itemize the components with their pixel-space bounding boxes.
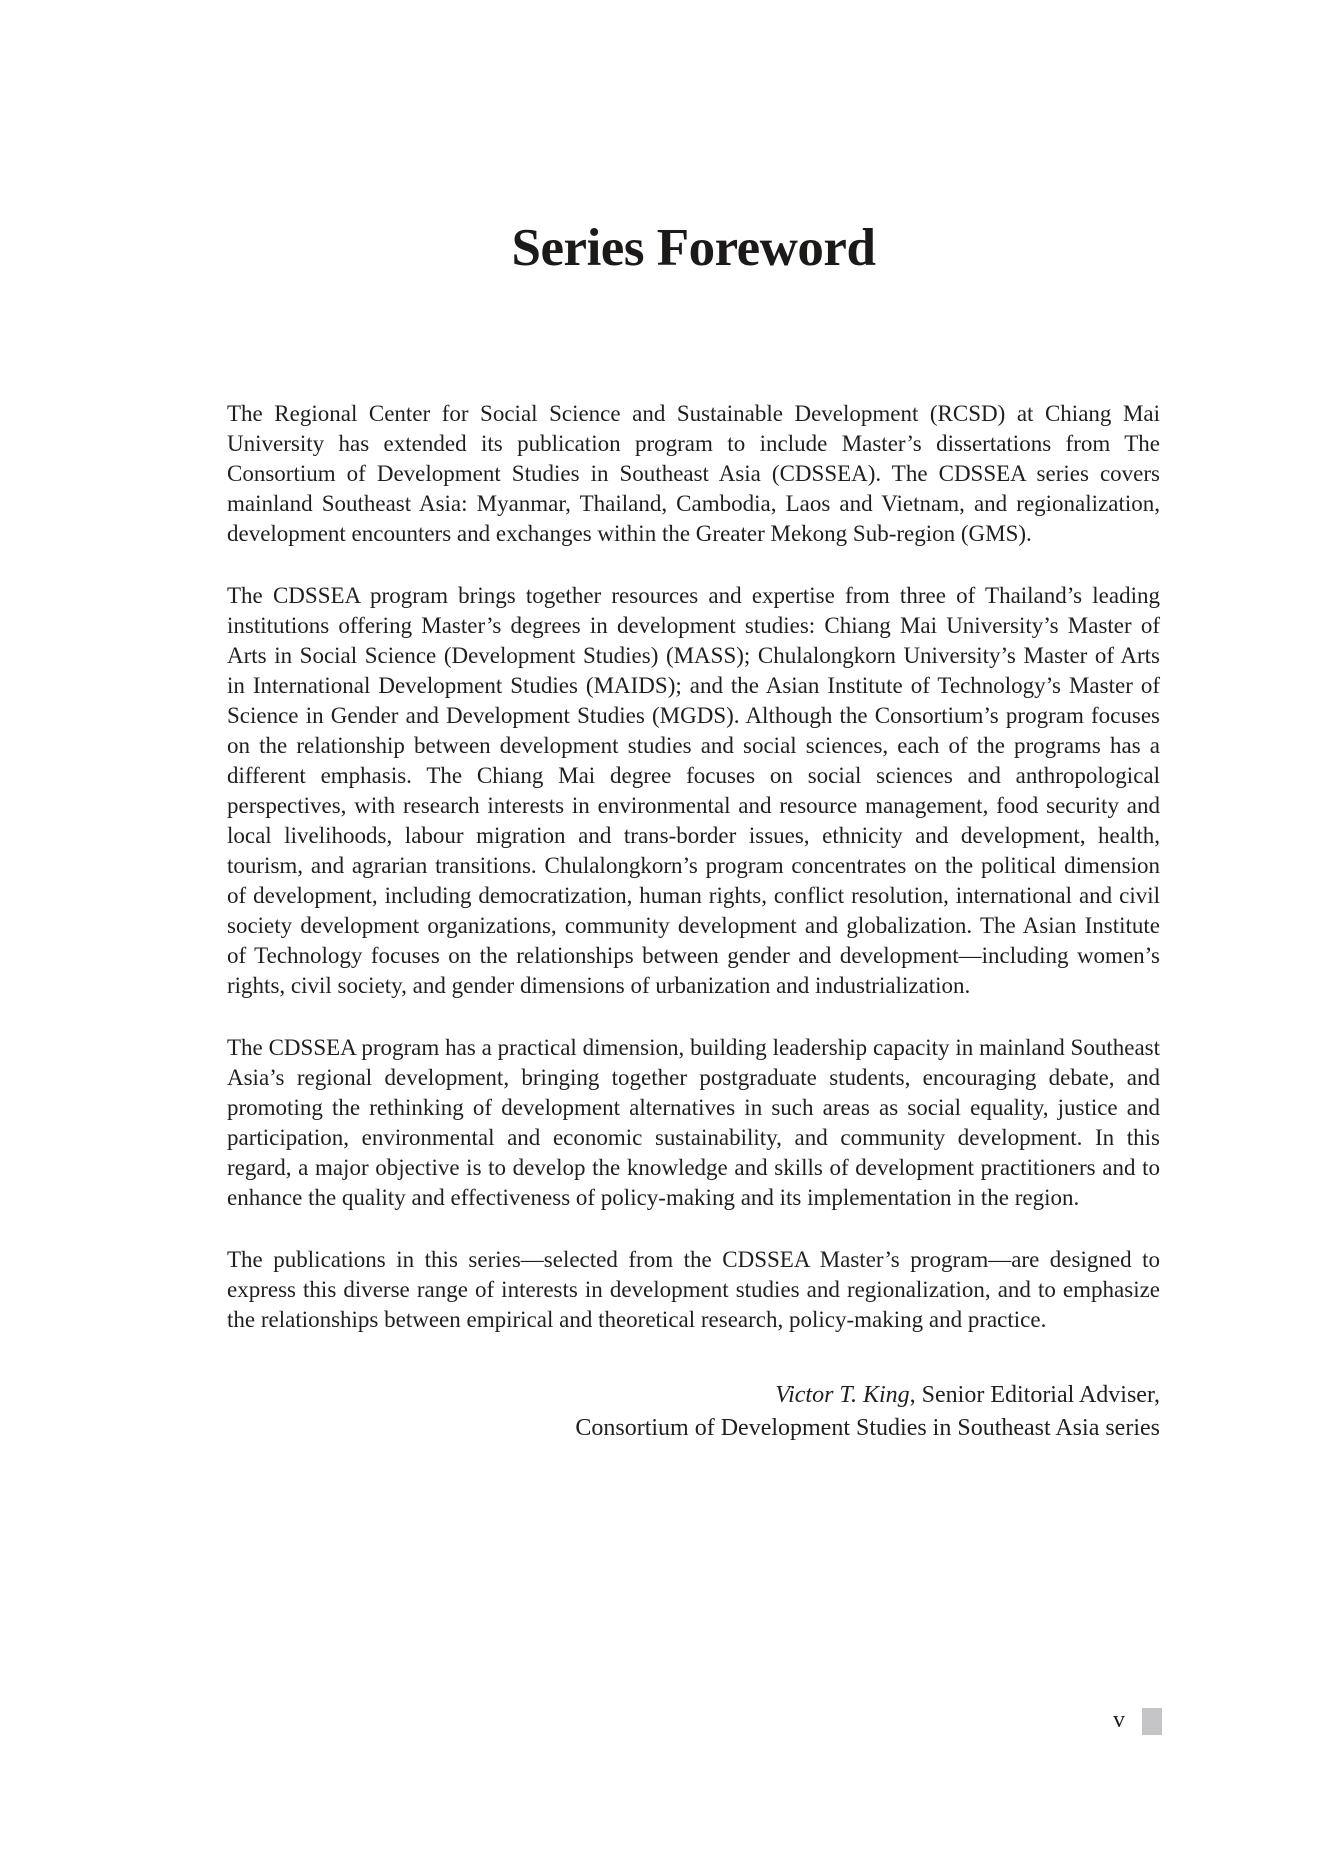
foreword-body: [227, 399, 1160, 1445]
foreword-paragraph-1: The Regional Center for Social Science and Sustainable Development (RCSD) at Chiang Mai University has extended its publication program to include Master’s dissertations from The Consortium of Development Studies in Southeast Asia (CDSSEA). The CDSSEA series covers mainland Southeast Asia: Myanmar, Thailand, Cambodia, Laos and Vietnam, and regionalization, development encounters and exchanges within the Greater Mekong Sub-region (GMS).: [227, 401, 1160, 546]
page-number: v: [1113, 1707, 1125, 1733]
author-role: , Senior Editorial Adviser,: [909, 1382, 1160, 1408]
foreword-paragraph-4: The publications in this series—selected from the CDSSEA Master’s program—are designed to express this diverse range of interests in development studies and regionalization, and to emphasize the relationships between empirical and theoretical research, policy-making and practice.: [227, 1247, 1160, 1332]
page-footer: [1113, 1706, 1162, 1735]
signature-line-2: Consortium of Development Studies in Southeast Asia series: [575, 1415, 1160, 1441]
author-name: Victor T. King: [775, 1382, 910, 1408]
page-marker-box: [1142, 1708, 1162, 1735]
foreword-paragraph-2: The CDSSEA program brings together resources and expertise from three of Thailand’s leading institutions offering Master’s degrees in development studies: Chiang Mai University’s Master of Arts in Social Science (Development Studies) (MASS); Chulalongkorn University’s Master of Arts in International Development Studies (MAIDS); and the Asian Institute of Technology’s Master of Science in Gender and Development Studies (MGDS). Although the Consortium’s program focuses on the relationship between development studies and social sciences, each of the programs has a different emphasis. The Chiang Mai degree focuses on social sciences and anthropological perspectives, with research interests in environmental and resource management, food security and local livelihoods, labour migration and trans-border issues, ethnicity and development, health, tourism, and agrarian transitions. Chulalongkorn’s program concentrates on the political dimension of development, including democratization, human rights, conflict resolution, international and civil society development organizations, community development and globalization. The Asian Institute of Technology focuses on the relationships between gender and development—including women’s rights, civil society, and gender dimensions of urbanization and industrialization.: [227, 583, 1160, 998]
foreword-paragraph-3: The CDSSEA program has a practical dimension, building leadership capacity in mainland Southeast Asia’s regional development, bringing together postgraduate students, encouraging debate, and promoting the rethinking of development alternatives in such areas as social equality, justice and participation, environmental and economic sustainability, and community development. In this regard, a major objective is to develop the knowledge and skills of development practitioners and to enhance the quality and effectiveness of policy-making and its implementation in the region.: [227, 1035, 1160, 1210]
page-title: Series Foreword: [511, 219, 876, 277]
signature-line-1: [227, 1379, 1160, 1412]
signature-block: [227, 1379, 1160, 1445]
